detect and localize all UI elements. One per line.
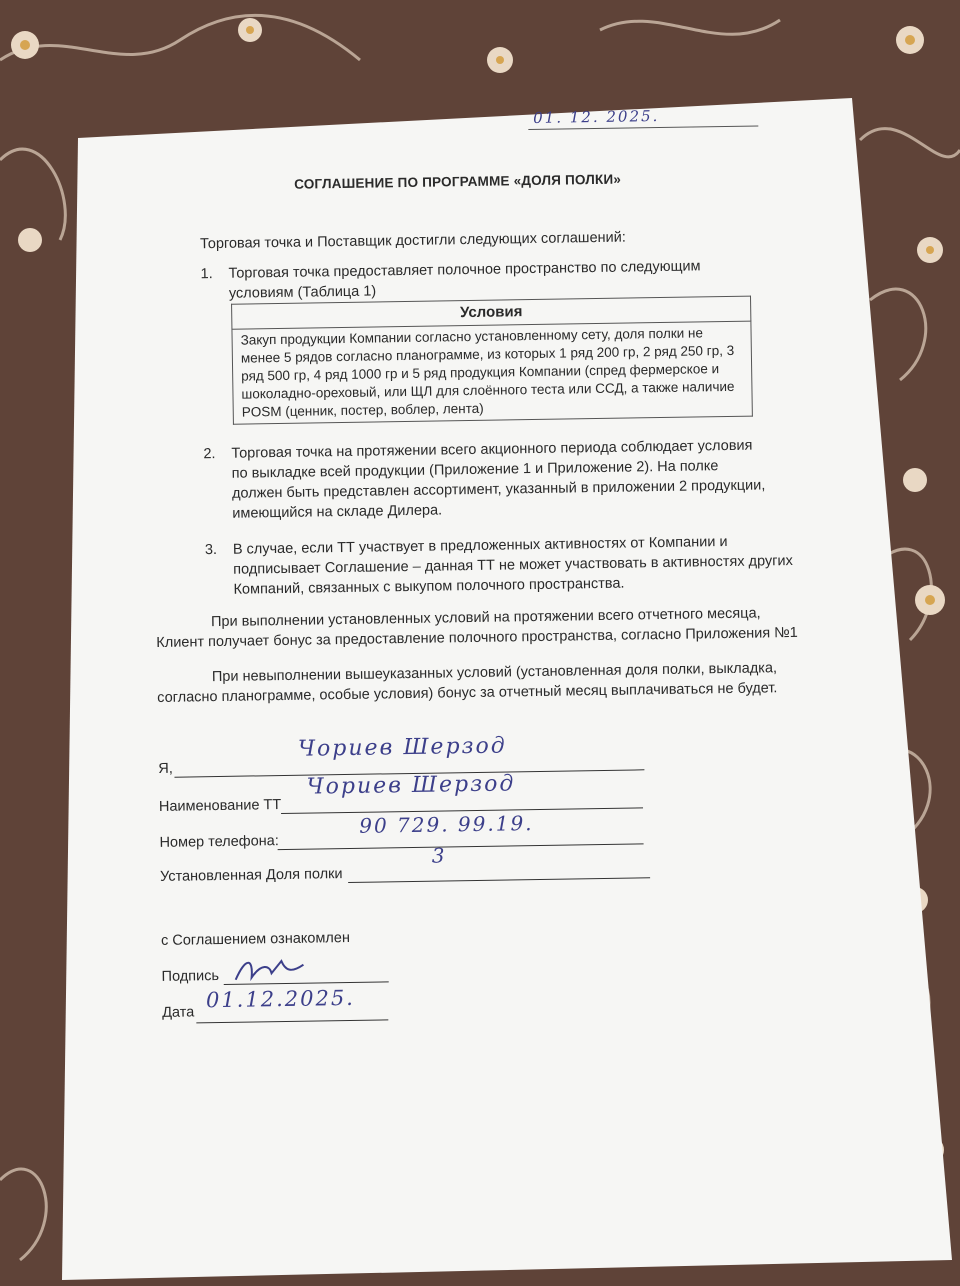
tt-name-label: Наименование ТТ (158, 797, 282, 815)
phone-label: Номер телефона: (159, 833, 279, 851)
handwritten-date-top: 01. 12. 2025. (533, 106, 660, 127)
phone-line (278, 843, 644, 850)
tt-name-value: Чориев Шерзод (306, 771, 516, 800)
ya-label: Я, (158, 760, 173, 777)
item-2-text: Торговая точка на протяжении всего акционного периода соблюдает условия по выкладке всей продукции (Приложение 1 и Приложение 2). На полке должен быть представлен ассортимент, указанный в приложении 2 продукции, имеющийся на складе Дилера. (231, 437, 766, 522)
signature-label: Подпись (161, 968, 220, 985)
bonus-paragraph: При выполнении установленных условий на протяжении всего отчетного месяца, Клиент получает бонус за предоставление полочного пространства, согласно Приложения №1 (156, 605, 798, 651)
conditions-table-header: Условия (232, 296, 751, 329)
item-1-number: 1. (200, 266, 213, 283)
shelf-share-line (348, 877, 650, 883)
date-line (196, 1019, 388, 1023)
penalty-paragraph: При невыполнении вышеуказанных условий (установленная доля полки, выкладка, согласно планограмме, особые условия) бонус за отчетный месяц выплачиваться не будет. (157, 660, 778, 706)
agreement-page (78, 102, 876, 1286)
shelf-share-value: 3 (431, 843, 447, 868)
conditions-table-body: Закуп продукции Компании согласно установленному сету, доля полки не менее 5 рядов согласно планограмме, из которых 1 ряд 200 гр, 2 ряд 250 гр, 3 ряд 500 гр, 4 ряд 1000 гр и 5 ряд продукция Компании (спред фермерское и шоколадно-ореховый, или ЩЛ для слоённого теста или ССД, а также наличие POSM (ценник, постер, воблер, лента) (232, 321, 752, 424)
date-label: Дата (162, 1004, 195, 1021)
item-2-number: 2. (203, 446, 216, 463)
item-3-text: В случае, если ТТ участвует в предложенных активностях от Компании и подписывает Соглашение – данная ТТ не может участвовать в активностях других Компаний, связанных с выкупом полочного пространства. (232, 533, 793, 598)
shelf-share-label: Установленная Доля полки (159, 866, 343, 885)
conditions-table (231, 296, 753, 425)
acknowledgement-text: с Соглашением ознакомлен (160, 929, 351, 949)
phone-value: 90 729. 99.19. (359, 811, 534, 838)
intro-text: Торговая точка и Поставщик достигли следующих соглашений: (199, 229, 626, 253)
ya-value: Чориев Шерзод (297, 733, 507, 762)
document-title: СОГЛАШЕНИЕ ПО ПРОГРАММЕ «ДОЛЯ ПОЛКИ» (294, 171, 622, 192)
date-value: 01.12.2025. (205, 985, 356, 1013)
item-3-number: 3. (204, 541, 218, 559)
signature-scribble-icon (231, 953, 311, 986)
item-1-text: Торговая точка предоставляет полочное пространство по следующим условиям (Таблица 1) (228, 258, 701, 302)
